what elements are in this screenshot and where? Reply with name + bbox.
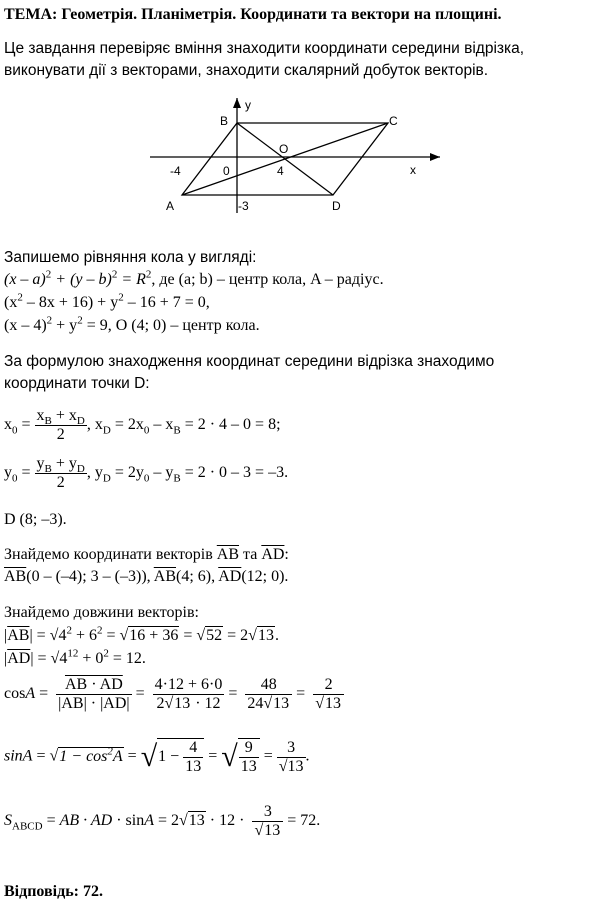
vector-ab: $\overline{AB}$ <box>4 568 27 585</box>
eq3-part-c: = 9, O (4; 0) – центр кола. <box>82 317 260 334</box>
tick-label-neg3: -3 <box>238 199 249 213</box>
vector-ad: $\overline{AD}$ <box>261 546 285 563</box>
vector-ab: $\overline{AB}$ <box>7 627 30 644</box>
sub-0: 0 <box>143 424 150 437</box>
area-frac-den-a: √ <box>254 822 264 839</box>
sin-formula <box>4 738 310 776</box>
sub-b: B <box>173 424 181 437</box>
cos-num-3: 48 <box>245 676 292 695</box>
equals: = <box>17 464 31 482</box>
equals: = <box>259 747 273 765</box>
sin-rad1-end: A <box>112 747 123 765</box>
eq2-part-c: – 16 + 7 = 0, <box>123 294 210 311</box>
ad-len-b: + 0 <box>78 650 104 667</box>
radical-sign-icon: √ <box>221 740 238 773</box>
midpoint-line-2: координати точки D: <box>4 375 150 392</box>
vectors-colon: : <box>284 546 289 563</box>
sub-b: B <box>173 472 181 485</box>
x-rest4: = 2 · 4 – 0 = 8; <box>180 416 281 434</box>
area-eq: = <box>42 812 60 830</box>
sin-label: sinA <box>4 747 33 765</box>
eq1-part-a: (x – a) <box>4 271 46 288</box>
ab-calc: (0 – (–4); 3 – (–3)), <box>26 568 154 585</box>
sin-f2-den: 13 <box>240 758 257 775</box>
num-y2: + y <box>51 455 77 472</box>
den-2: 2 <box>56 474 65 491</box>
ab-len-i: . <box>274 627 279 644</box>
length-ad <box>4 647 146 668</box>
sup-2: 2 <box>17 291 23 304</box>
y-rest: , y <box>86 464 103 482</box>
sub-d: D <box>76 463 85 476</box>
equals: = <box>35 685 49 703</box>
sin-f3-den: √13 <box>278 757 304 775</box>
intro-line-2: виконувати дії з векторами, знаходити скалярний добуток векторів. <box>4 62 489 79</box>
cos-den-4b: 13 <box>324 695 341 712</box>
den-2: 2 <box>56 426 65 443</box>
length-ab <box>4 624 279 645</box>
vector-ad: $\overline{AD}$ <box>218 568 242 585</box>
ab-len-c: = √ <box>102 627 129 644</box>
point-label-d: D <box>332 199 341 213</box>
fraction-x-mid <box>35 407 87 444</box>
area-sin: · sin <box>112 812 145 830</box>
sup-12: 12 <box>67 647 79 660</box>
tick-label-four: 4 <box>277 164 284 178</box>
cos-fraction-3 <box>245 676 292 713</box>
cos-fraction-2 <box>153 676 225 713</box>
cos-den-3a: 24√ <box>247 695 273 712</box>
area-ab-ad: AB · AD <box>59 812 113 830</box>
sub-b: B <box>44 415 52 428</box>
one-minus: 1 − <box>158 748 180 766</box>
x-rest3: – x <box>149 416 174 434</box>
ad-len-a: | = √4 <box>30 650 68 667</box>
sup-2: 2 <box>96 624 103 637</box>
equals: = <box>292 685 306 703</box>
cos-den-4a: √ <box>315 695 324 712</box>
sub-0: 0 <box>143 472 150 485</box>
eq3-part-b: + y <box>52 317 78 334</box>
point-label-a: A <box>166 199 175 213</box>
page-title: ТЕМА: Геометрія. Планіметрія. Координати та вектори на площині. <box>4 6 502 23</box>
cos-label: cos <box>4 685 26 703</box>
area-13: 13 <box>188 812 205 830</box>
axis-label-x: x <box>410 163 416 177</box>
point-d-result: D (8; –3). <box>4 511 67 528</box>
cos-den-2b: 13 <box>174 695 191 712</box>
sin-f1-den: 13 <box>185 758 202 775</box>
area-formula <box>4 803 320 840</box>
sub-0: 0 <box>12 472 18 485</box>
sub-d: D <box>102 424 111 437</box>
cos-den-2a: 2√ <box>156 695 174 712</box>
sin-f3-num: 3 <box>277 739 306 758</box>
point-label-o: O <box>279 142 289 156</box>
sin-radicand-3 <box>238 738 260 776</box>
sin-fraction-2 <box>239 739 259 776</box>
midpoint-line-1: За формулою знаходження координат середини відрізка знаходимо <box>4 353 495 370</box>
ad-len-c: = 12. <box>108 650 146 667</box>
fraction-y-mid <box>35 455 87 492</box>
sin-f2-num: 9 <box>239 739 259 758</box>
eq2-part-b: – 8x + 16) + y <box>22 294 119 311</box>
y-rest2: = 2y <box>110 464 144 482</box>
sub-0: 0 <box>12 424 18 437</box>
y-rest3: – y <box>149 464 174 482</box>
equals: = <box>17 416 31 434</box>
cos-den-2c: · 12 <box>191 695 221 712</box>
ab-len-g: = 2√ <box>223 627 257 644</box>
area-frac-num: 3 <box>252 803 283 822</box>
sin-fraction-1 <box>183 739 203 776</box>
y-rest4: = 2 · 0 – 3 = –3. <box>180 464 289 482</box>
equals: = <box>204 747 218 765</box>
y-axis-arrow <box>233 98 241 108</box>
cos-den-1: |AB| · |AD| <box>58 695 130 712</box>
vector-ad: $\overline{AD}$ <box>7 650 31 667</box>
circle-eq-1 <box>4 268 384 289</box>
sup-2: 2 <box>103 647 109 660</box>
area-result: = 72. <box>283 812 321 830</box>
ab-len-h: 13 <box>257 627 274 644</box>
radical-sign-icon: √ <box>140 740 158 773</box>
diagonal-ac <box>182 123 388 195</box>
num-y1: y <box>36 455 45 472</box>
sup-2: 2 <box>111 268 118 281</box>
equals: = <box>224 685 238 703</box>
abs-bar: | <box>4 650 8 667</box>
ab-len-f: 52 <box>206 627 223 644</box>
ab-len-e: = √ <box>179 627 206 644</box>
cos-num-1: AB · AD <box>56 676 131 695</box>
tick-label-zero: 0 <box>223 164 230 178</box>
ab-len-d: 16 + 36 <box>129 627 179 644</box>
sin-f1-num: 4 <box>183 739 203 758</box>
ad-value: (12; 0). <box>241 568 289 585</box>
sub-b: B <box>44 463 52 476</box>
vector-ab: $\overline{AB}$ <box>216 546 240 563</box>
sup-2: 2 <box>77 314 83 327</box>
area-frac-den-b: 13 <box>264 822 281 839</box>
cos-num-2: 4·12 + 6·0 <box>154 676 223 693</box>
area-angle-a: A <box>144 812 154 830</box>
area-s: S <box>4 812 12 830</box>
circle-heading: Запишемо рівняння кола у вигляді: <box>4 249 257 266</box>
equals: = <box>123 747 137 765</box>
cos-den-3b: 13 <box>273 695 290 712</box>
answer: Відповідь: 72. <box>4 883 103 900</box>
angle-a: A <box>25 685 36 703</box>
x0-symbol: x <box>4 416 12 434</box>
parallelogram-figure <box>140 95 450 220</box>
midpoint-x-formula <box>4 407 281 444</box>
x-rest: , x <box>86 416 103 434</box>
sin-radicand-2 <box>157 738 204 776</box>
ab-len-a: | = √4 <box>29 627 67 644</box>
eq1-part-c: = R <box>117 271 146 288</box>
sin-eq1: = √ <box>32 747 59 765</box>
area-times-12: · 12 · <box>205 812 245 830</box>
tick-label-neg4: -4 <box>170 164 181 178</box>
circle-eq-2 <box>4 291 210 312</box>
sup-2: 2 <box>118 291 124 304</box>
sub-abcd: ABCD <box>12 820 43 833</box>
eq1-part-b: + (y – b) <box>51 271 112 288</box>
point-label-c: C <box>389 114 398 128</box>
intro-line-1: Це завдання перевіряє вміння знаходити координати середини відрізка, <box>4 40 525 57</box>
num-x1: x <box>36 407 45 424</box>
ab-len-b: + 6 <box>71 627 97 644</box>
num-x2: + x <box>51 407 77 424</box>
vector-ab: $\overline{AB}$ <box>153 568 176 585</box>
cos-fraction-4 <box>313 676 344 713</box>
x-rest2: = 2x <box>110 416 144 434</box>
sup-2: 2 <box>145 268 152 281</box>
lengths-heading: Знайдемо довжини векторів: <box>4 604 199 621</box>
cos-num-4: 2 <box>313 676 344 695</box>
cos-formula <box>4 676 344 713</box>
abs-bar: | <box>4 627 8 644</box>
equals: = <box>131 685 145 703</box>
sup-2: 2 <box>46 314 53 327</box>
axis-label-y: y <box>245 98 251 112</box>
x-axis-arrow <box>430 153 440 161</box>
eq2-part-a: (x <box>4 294 18 311</box>
midpoint-y-formula <box>4 455 288 492</box>
cos-fraction-1 <box>56 676 131 713</box>
sup-2: 2 <box>66 624 72 637</box>
vectors-and: та <box>239 546 262 563</box>
area-two-root: = 2√ <box>153 812 188 830</box>
vectors-heading-text: Знайдемо координати векторів <box>4 546 217 563</box>
circle-eq-3 <box>4 314 260 335</box>
vectors-coords <box>4 568 288 586</box>
period: . <box>305 747 310 765</box>
point-label-b: B <box>220 114 229 128</box>
eq1-part-d: , де (a; b) – центр кола, A – радіус. <box>151 271 384 288</box>
sup-2: 2 <box>45 268 52 281</box>
eq3-part-a: (x – 4) <box>4 317 47 334</box>
sin-fraction-3 <box>277 739 306 776</box>
ab-value: (4; 6), <box>176 568 219 585</box>
area-fraction <box>252 803 283 840</box>
y0-symbol: y <box>4 464 12 482</box>
sup-2: 2 <box>107 745 113 758</box>
sin-radicand-1 <box>58 747 123 765</box>
sub-d: D <box>76 415 85 428</box>
sin-rad1: 1 − cos <box>59 747 108 765</box>
sub-d: D <box>102 472 111 485</box>
vectors-heading <box>4 546 289 564</box>
